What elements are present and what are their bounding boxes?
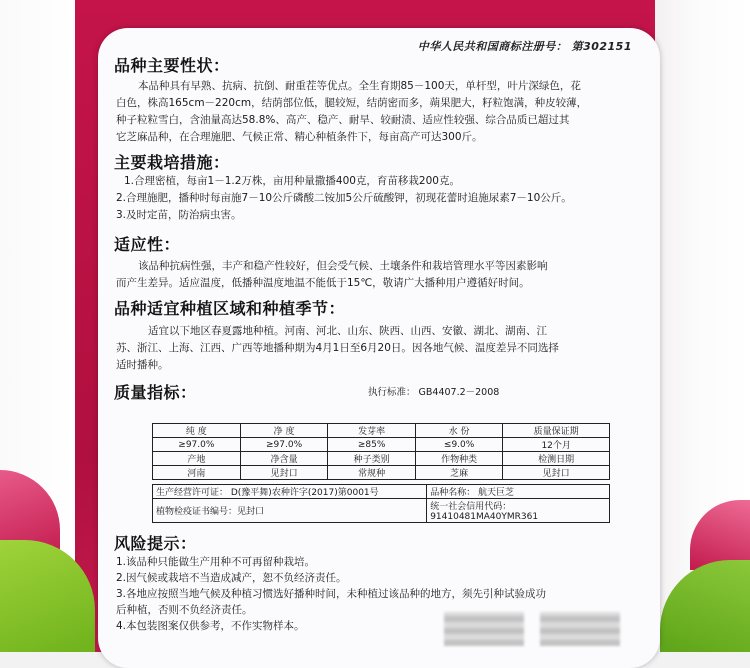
section-title-risk: 风险提示： [114, 534, 197, 553]
cultivation-line: 1.合理密植，每亩1－1.2万株，亩用种量撒播400克，育苗移栽200克。 [124, 175, 460, 187]
table-cell: 作物种类 [415, 452, 502, 466]
table-cell: 12个月 [503, 438, 610, 452]
risk-line: 1.该品种只能做生产用种不可再留种栽培。 [116, 556, 316, 568]
adaptability-line: 该品种抗病性强，丰产和稳产性较好，但会受气候、土壤条件和栽培管理水平等因素影响 [138, 260, 548, 272]
table-row [153, 466, 610, 480]
table-cell: 种子类别 [328, 452, 415, 466]
section-title-quality: 质量指标： [114, 383, 197, 402]
cultivation-line: 2.合理施肥，播种时每亩施7－10公斤磷酸二铵加5公斤硫酸钾，初现花蕾时追施尿素7－10公斤。 [116, 192, 572, 204]
table-cell: 见封口 [240, 466, 328, 480]
table-cell: 检测日期 [503, 452, 610, 466]
risk-line: 4.本包装图案仅供参考，不作实物样本。 [116, 620, 305, 632]
section-title-traits: 品种主要性状： [114, 56, 230, 75]
risk-line: 3.各地应按照当地气候及种植习惯选好播种时间，未种植过该品种的地方，须先引种试验成功 [116, 588, 547, 600]
table-row [153, 452, 610, 466]
traits-line: 白色，株高165cm－220cm，结荫部位低，腿较短，结荫密而多，蒴果肥大，籽粒饱满，种皮较薄， [116, 97, 588, 109]
table-cell: 常规种 [328, 466, 415, 480]
table-cell: 产地 [153, 452, 241, 466]
table-row [153, 485, 610, 499]
section-title-region: 品种适宜种植区域和种植季节： [114, 299, 346, 318]
variety-name: 品种名称： 航天巨芝 [427, 485, 610, 499]
license-number: 生产经营许可证： D(豫平舞)农种许字(2017)第0001号 [153, 485, 427, 499]
table-cell: ≥85% [328, 438, 415, 452]
quality-table [152, 423, 610, 480]
execution-standard: 执行标准： GB4407.2－2008 [368, 387, 500, 398]
traits-text [116, 78, 654, 146]
table-cell: 水 份 [415, 424, 502, 438]
section-title-cultivation: 主要栽培措施： [114, 153, 230, 172]
table-cell: ≥97.0% [153, 438, 241, 452]
adaptability-text [116, 258, 654, 292]
risk-line: 2.因气候或栽培不当造成减产，恕不负经济责任。 [116, 572, 347, 584]
table-cell: 净 度 [240, 424, 328, 438]
region-line: 适时播种。 [116, 359, 169, 371]
traits-line: 本品种具有早熟、抗病、抗倒、耐重茬等优点。全生育期85－100天，单杆型，叶片深绿色，花 [138, 80, 581, 92]
table-cell: 质量保证期 [503, 424, 610, 438]
table-cell: 芝麻 [415, 466, 502, 480]
cultivation-text [116, 173, 654, 224]
table-cell: ≥97.0% [240, 438, 328, 452]
region-text [116, 323, 654, 374]
cultivation-line: 3.及时定苗，防治病虫害。 [116, 209, 242, 221]
traits-line: 它芝麻品种，在合理施肥、气候正常、精心种植条件下，每亩高产可达300斤。 [116, 131, 483, 143]
trademark-registration: 中华人民共和国商标注册号： 第302151 [417, 40, 632, 53]
table-cell: 纯 度 [153, 424, 241, 438]
risk-line: 后种植，否则不负经济责任。 [116, 604, 253, 616]
region-line: 苏、浙江、上海、江西、广西等地播种期为4月1日至6月20日。因各地气候、温度差异不同选择 [116, 342, 559, 354]
table-row [153, 438, 610, 452]
quarantine-certificate: 植物检疫证书编号：见封口 [153, 499, 427, 523]
table-cell: ≤9.0% [415, 438, 502, 452]
pixelated-qr-code [540, 612, 620, 646]
table-row [153, 424, 610, 438]
credit-code: 统一社会信用代码： 91410481MA40YMR361 [427, 499, 610, 523]
table-cell: 净含量 [240, 452, 328, 466]
section-title-adaptability: 适应性： [114, 235, 181, 254]
table-row [153, 499, 610, 523]
traits-line: 种子粒粒雪白，含油量高达58.8%、高产、稳产、耐旱、较耐渍、适应性较强、综合品质已超过其 [116, 114, 570, 126]
region-line: 适宜以下地区春夏露地种植。河南、河北、山东、陕西、山西、安徽、湖北、湖南、江 [148, 325, 547, 337]
adaptability-line: 而产生差异。适应温度，低播种温度地温不能低于15℃，敬请广大播种用户遵循好时间。 [116, 277, 530, 289]
pixelated-barcode [444, 612, 524, 646]
table-cell: 发芽率 [328, 424, 415, 438]
license-info-table [152, 484, 610, 523]
table-cell: 见封口 [503, 466, 610, 480]
table-cell: 河南 [153, 466, 241, 480]
